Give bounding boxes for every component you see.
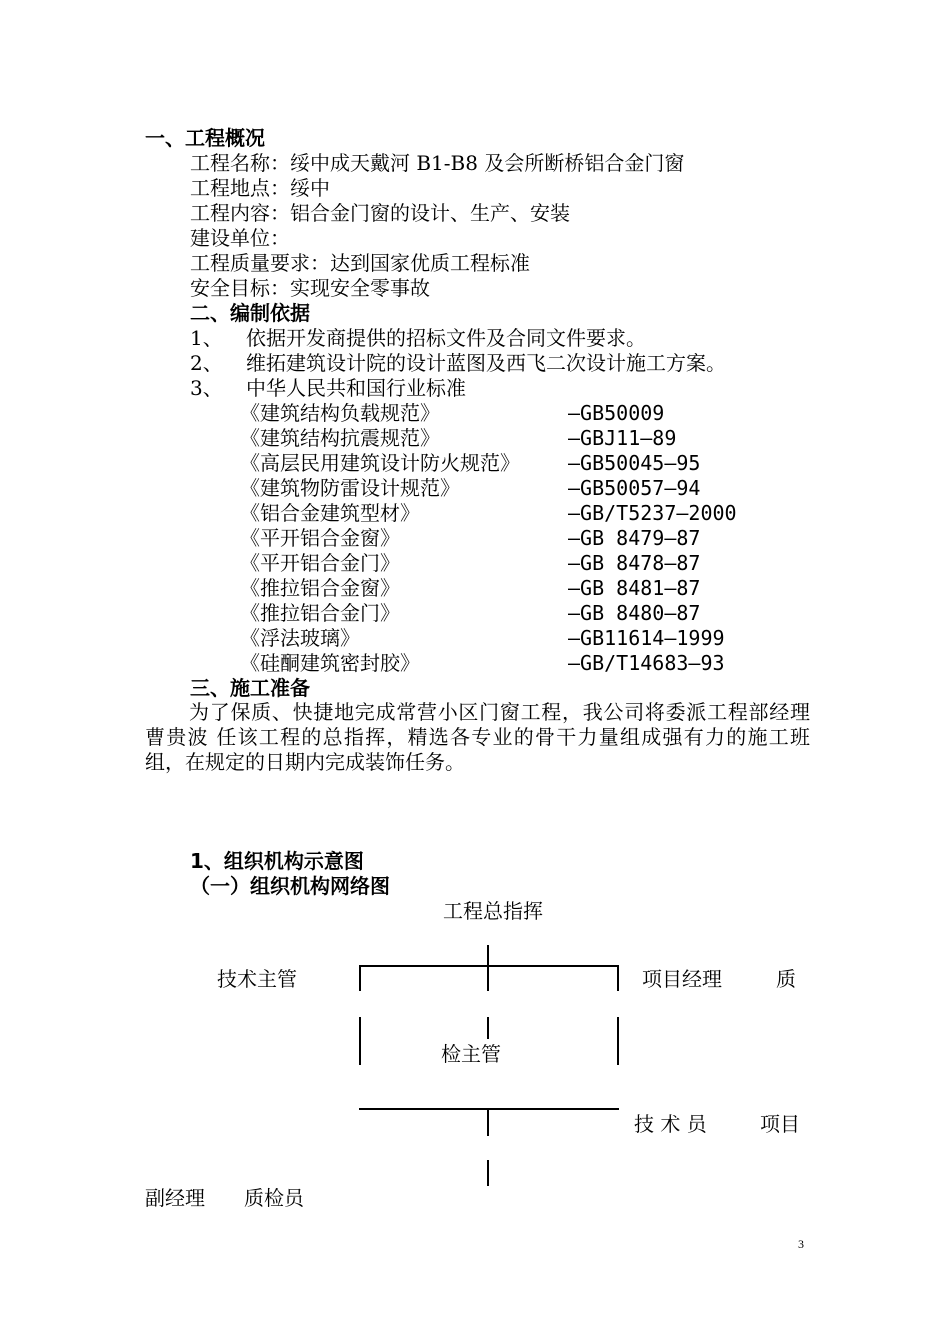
basis-item-text: 中华人民共和国行业标准 bbox=[246, 376, 466, 400]
org-project-manager: 项目经理 bbox=[642, 967, 722, 991]
page-number: 3 bbox=[798, 1237, 804, 1251]
connector-line bbox=[617, 1017, 619, 1065]
org-quality-fragment: 质 bbox=[776, 967, 796, 991]
preparation-paragraph: 为了保质、快捷地完成常营小区门窗工程，我公司将委派工程部经理 曹贵波 任该工程的总指挥，精选各专业的骨干力量组成强有力的施工班组，在规定的日期内完成装饰任务。 bbox=[145, 700, 810, 774]
section-2-heading: 二、编制依据 bbox=[190, 301, 310, 325]
standard-code: —GB50009 bbox=[568, 401, 665, 425]
client-line: 建设单位： bbox=[190, 226, 290, 250]
standard-code: —GB50045—95 bbox=[568, 451, 701, 475]
org-tech-lead: 技术主管 bbox=[217, 967, 297, 991]
standard-code: —GB/T14683—93 bbox=[568, 651, 725, 675]
org-quality-inspector: 质检员 bbox=[244, 1186, 304, 1210]
safety-target-line: 安全目标：实现安全零事故 bbox=[190, 276, 430, 300]
standard-code: —GB 8481—87 bbox=[568, 576, 701, 600]
basis-item-text: 依据开发商提供的招标文件及合同文件要求。 bbox=[246, 326, 646, 350]
standard-name: 《建筑结构抗震规范》 bbox=[240, 426, 440, 450]
standard-name: 《平开铝合金窗》 bbox=[240, 526, 400, 550]
standard-name: 《推拉铝合金窗》 bbox=[240, 576, 400, 600]
standard-code: —GB 8479—87 bbox=[568, 526, 701, 550]
standard-code: —GB 8480—87 bbox=[568, 601, 701, 625]
quality-requirement-line: 工程质量要求：达到国家优质工程标准 bbox=[190, 251, 530, 275]
connector-line bbox=[359, 1017, 361, 1065]
connector-line bbox=[359, 1108, 619, 1110]
standard-code: —GB50057—94 bbox=[568, 476, 701, 500]
connector-line bbox=[617, 965, 619, 991]
basis-item-text: 维拓建筑设计院的设计蓝图及西飞二次设计施工方案。 bbox=[246, 351, 726, 375]
standard-name: 《硅酮建筑密封胶》 bbox=[240, 651, 420, 675]
org-inspection-lead: 检主管 bbox=[441, 1042, 501, 1066]
connector-line bbox=[359, 965, 619, 967]
connector-line bbox=[487, 1017, 489, 1039]
basis-item-num: 1、 bbox=[190, 326, 223, 350]
connector-line bbox=[487, 1108, 489, 1136]
standard-name: 《建筑物防雷设计规范》 bbox=[240, 476, 460, 500]
org-deputy-manager: 副经理 bbox=[145, 1186, 205, 1210]
org-network-heading: （一）组织机构网络图 bbox=[190, 874, 390, 898]
section-1-heading: 一、工程概况 bbox=[145, 126, 265, 150]
standard-code: —GB/T5237—2000 bbox=[568, 501, 737, 525]
basis-item-num: 3、 bbox=[190, 376, 223, 400]
project-content-line: 工程内容：铝合金门窗的设计、生产、安装 bbox=[190, 201, 570, 225]
connector-line bbox=[487, 1160, 489, 1186]
standard-code: —GB 8478—87 bbox=[568, 551, 701, 575]
project-location-line: 工程地点：绥中 bbox=[190, 176, 330, 200]
org-chart-heading: 1、组织机构示意图 bbox=[190, 849, 364, 873]
connector-line bbox=[487, 945, 489, 991]
standard-name: 《高层民用建筑设计防火规范》 bbox=[240, 451, 520, 475]
org-project-fragment: 项目 bbox=[760, 1112, 800, 1136]
connector-line bbox=[359, 965, 361, 991]
basis-item-num: 2、 bbox=[190, 351, 223, 375]
org-technician: 技 术 员 bbox=[634, 1112, 707, 1136]
org-top-commander: 工程总指挥 bbox=[443, 899, 543, 923]
standard-code: —GBJ11—89 bbox=[568, 426, 677, 450]
standard-code: —GB11614—1999 bbox=[568, 626, 725, 650]
section-3-heading: 三、施工准备 bbox=[190, 676, 310, 700]
standard-name: 《浮法玻璃》 bbox=[240, 626, 360, 650]
standard-name: 《平开铝合金门》 bbox=[240, 551, 400, 575]
project-name-line: 工程名称：绥中成天戴河 B1-B8 及会所断桥铝合金门窗 bbox=[190, 151, 685, 175]
standard-name: 《推拉铝合金门》 bbox=[240, 601, 400, 625]
standard-name: 《建筑结构负载规范》 bbox=[240, 401, 440, 425]
standard-name: 《铝合金建筑型材》 bbox=[240, 501, 420, 525]
